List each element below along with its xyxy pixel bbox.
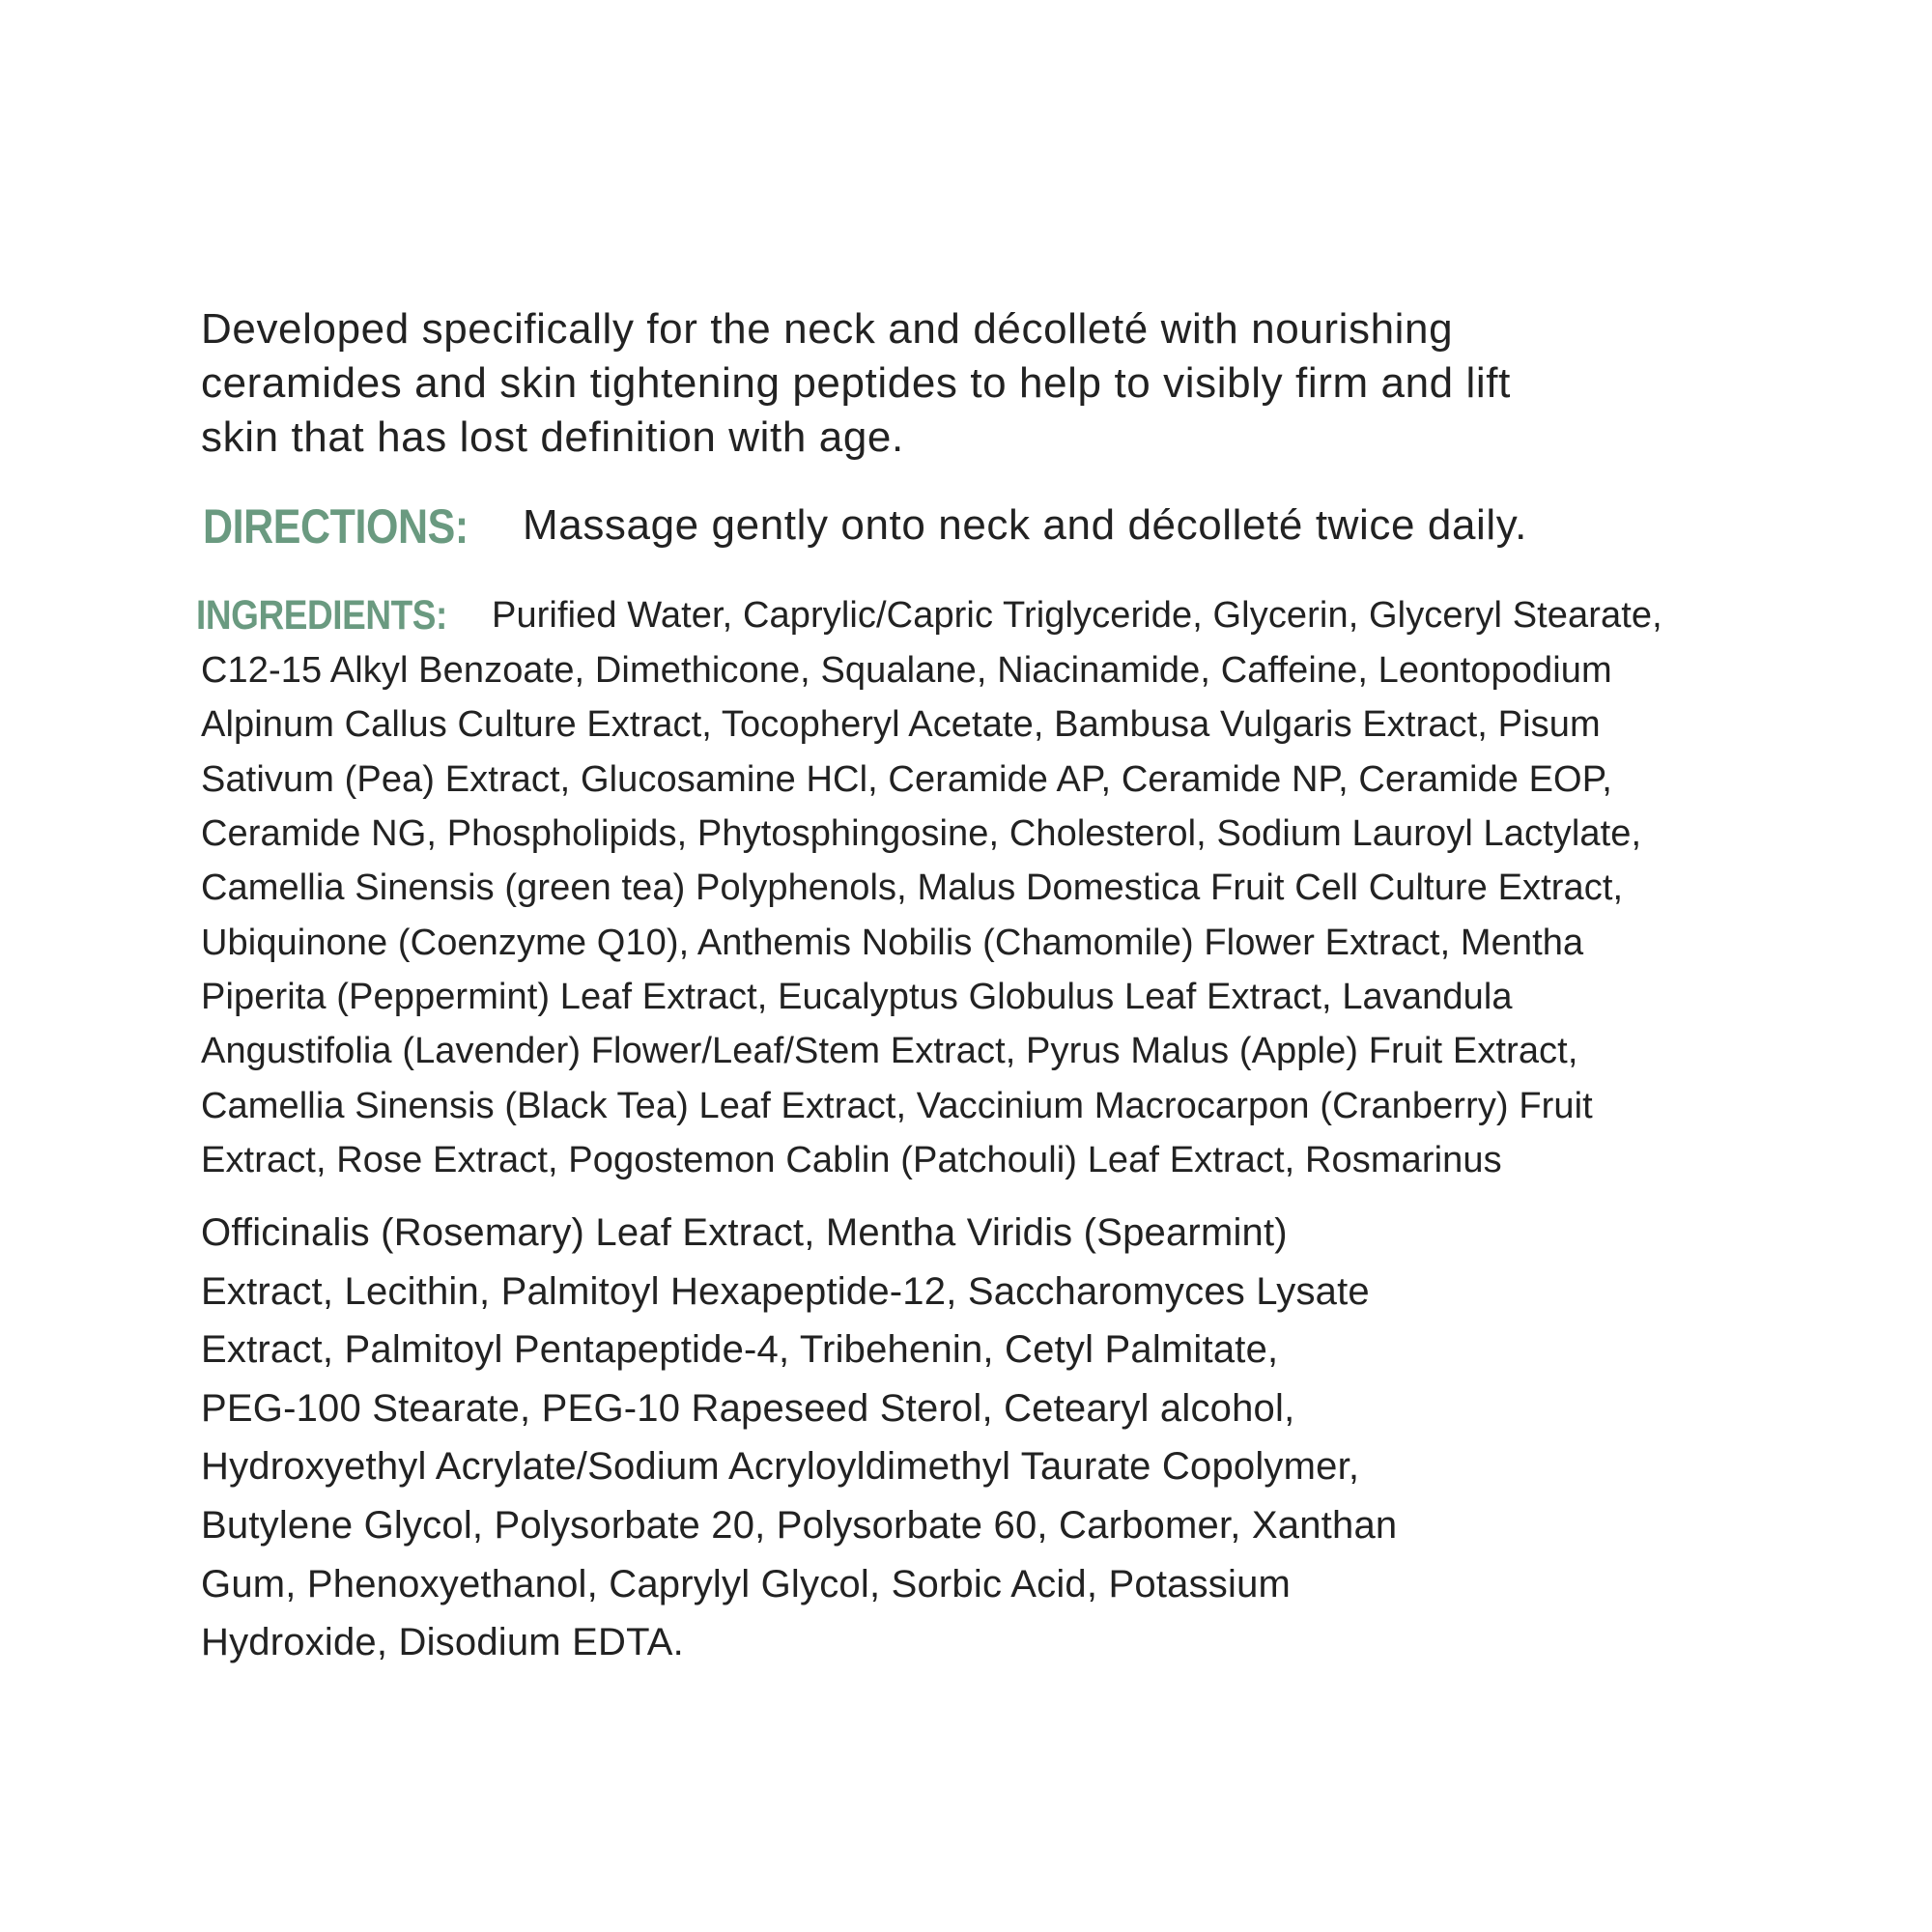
ingredients-line: Camellia Sinensis (green tea) Polyphenols, Malus Domestica Fruit Cell Culture Extract, <box>201 867 1624 908</box>
ingredients-line: Camellia Sinensis (Black Tea) Leaf Extract, Vaccinium Macrocarpon (Cranberry) Fruit <box>201 1086 1593 1126</box>
ingredients-line: Ubiquinone (Coenzyme Q10), Anthemis Nobilis (Chamomile) Flower Extract, Mentha <box>201 923 1584 963</box>
ingredients-line: PEG-100 Stearate, PEG-10 Rapeseed Sterol, Cetearyl alcohol, <box>201 1387 1295 1430</box>
description-line: skin that has lost definition with age. <box>201 413 904 461</box>
directions-label: DIRECTIONS: <box>203 499 469 554</box>
ingredients-line: C12-15 Alkyl Benzoate, Dimethicone, Squalane, Niacinamide, Caffeine, Leontopodium <box>201 650 1612 691</box>
directions-text: Massage gently onto neck and décolleté twice daily. <box>523 501 1527 549</box>
description-line: ceramides and skin tightening peptides to help to visibly firm and lift <box>201 359 1511 407</box>
ingredients-line: Butylene Glycol, Polysorbate 20, Polysorbate 60, Carbomer, Xanthan <box>201 1504 1398 1547</box>
ingredients-line: Ceramide NG, Phospholipids, Phytosphingosine, Cholesterol, Sodium Lauroyl Lactylate, <box>201 813 1642 854</box>
ingredients-line: Alpinum Callus Culture Extract, Tocopheryl Acetate, Bambusa Vulgaris Extract, Pisum <box>201 704 1601 745</box>
ingredients-line: Gum, Phenoxyethanol, Caprylyl Glycol, Sorbic Acid, Potassium <box>201 1563 1292 1605</box>
description-line: Developed specifically for the neck and décolleté with nourishing <box>201 305 1454 353</box>
ingredients-first-line <box>196 592 1662 639</box>
ingredients-line: Piperita (Peppermint) Leaf Extract, Eucalyptus Globulus Leaf Extract, Lavandula <box>201 977 1513 1017</box>
ingredients-line: Sativum (Pea) Extract, Glucosamine HCl, Ceramide AP, Ceramide NP, Ceramide EOP, <box>201 759 1612 800</box>
ingredients-line: Officinalis (Rosemary) Leaf Extract, Mentha Viridis (Spearmint) <box>201 1211 1288 1254</box>
ingredients-line: Extract, Palmitoyl Pentapeptide-4, Tribehenin, Cetyl Palmitate, <box>201 1328 1279 1371</box>
ingredients-label: INGREDIENTS: <box>196 592 447 639</box>
directions-section <box>203 499 1527 554</box>
ingredients-line: Hydroxide, Disodium EDTA. <box>201 1621 684 1663</box>
ingredients-line: Extract, Lecithin, Palmitoyl Hexapeptide-12, Saccharomyces Lysate <box>201 1270 1370 1313</box>
ingredients-line: Angustifolia (Lavender) Flower/Leaf/Stem Extract, Pyrus Malus (Apple) Fruit Extract, <box>201 1031 1578 1071</box>
ingredients-line: Hydroxyethyl Acrylate/Sodium Acryloyldimethyl Taurate Copolymer, <box>201 1445 1360 1488</box>
ingredients-line: Extract, Rose Extract, Pogostemon Cablin (Patchouli) Leaf Extract, Rosmarinus <box>201 1140 1502 1180</box>
ingredients-line: Purified Water, Caprylic/Capric Triglyceride, Glycerin, Glyceryl Stearate, <box>492 595 1662 636</box>
